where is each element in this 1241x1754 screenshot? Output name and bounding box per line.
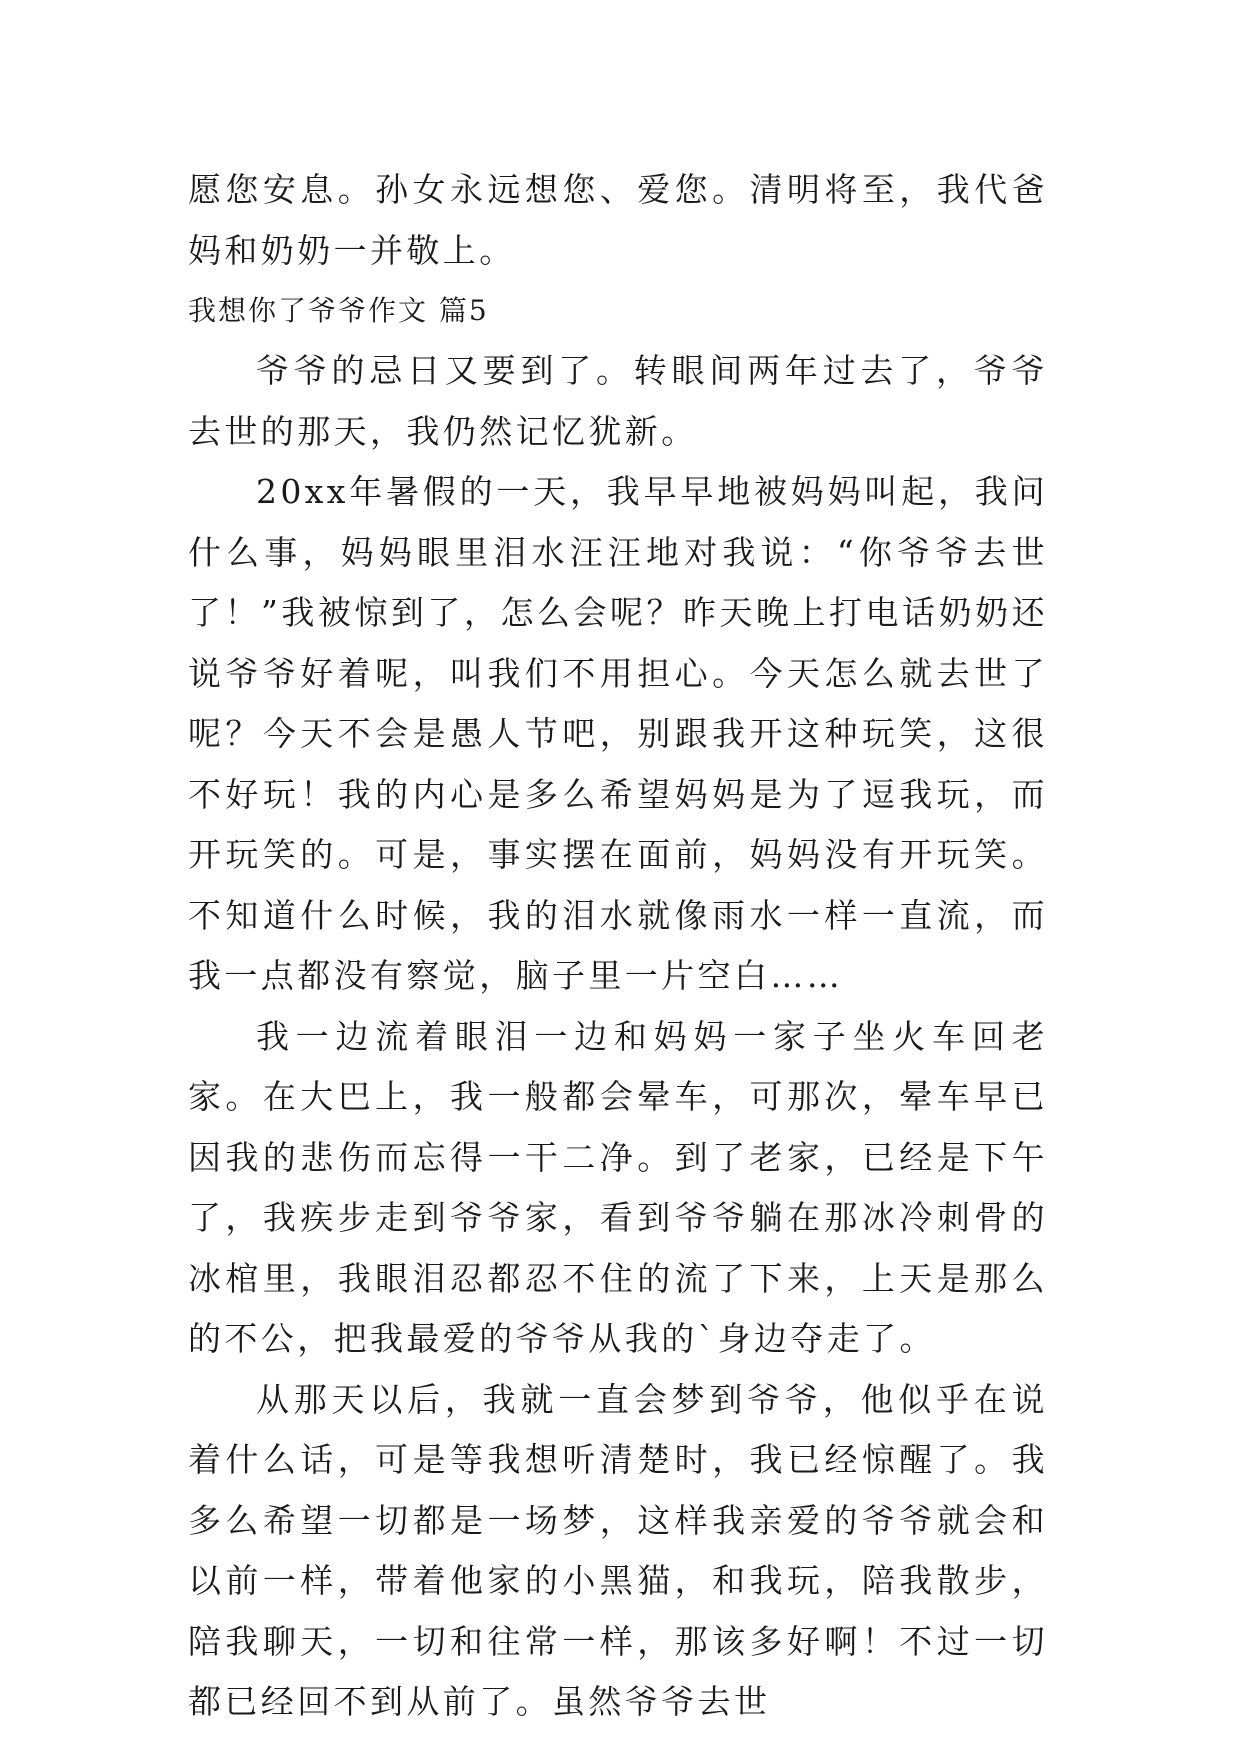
paragraph-summer-day: 20xx年暑假的一天，我早早地被妈妈叫起，我问什么事，妈妈眼里泪水汪汪地对我说：“你爷爷去世了！”我被惊到了，怎么会呢？昨天晚上打电话奶奶还说爷爷好着呢，叫我们不用担心。今天怎么就去世了呢？今天不会是愚人节吧，别跟我开这种玩笑，这很不好玩！我的内心是多么希望妈妈是为了逗我玩，而开玩笑的。可是，事实摆在面前，妈妈没有开玩笑。不知道什么时候，我的泪水就像雨水一样一直流，而我一点都没有察觉，脑子里一片空白…… — [188, 472, 1048, 995]
paragraph-anniversary: 爷爷的忌日又要到了。转眼间两年过去了，爷爷去世的那天，我仍然记忆犹新。 — [188, 351, 1048, 451]
paragraph-trip-home: 我一边流着眼泪一边和妈妈一家子坐火车回老家。在大巴上，我一般都会晕车，可那次，晕车早已因我的悲伤而忘得一干二净。到了老家，已经是下午了，我疾步走到爷爷家，看到爷爷躺在那冰冷刺骨的冰棺里，我眼泪忍都忍不住的流了下来，上天是那么的不公，把我最爱的爷爷从我的`身边夺走了。 — [188, 1016, 1048, 1358]
document-body — [188, 160, 1048, 1733]
paragraph-dreams: 从那天以后，我就一直会梦到爷爷，他似乎在说着什么话，可是等我想听清楚时，我已经惊醒了。我多么希望一切都是一场梦，这样我亲爱的爷爷就会和以前一样，带着他家的小黑猫，和我玩，陪我散步，陪我聊天，一切和往常一样，那该多好啊！不过一切都已经回不到从前了。虽然爷爷去世 — [188, 1379, 1048, 1721]
section-heading: 我想你了爷爷作文 篇5 — [188, 294, 489, 327]
paragraph-closing: 愿您安息。孙女永远想您、爱您。清明将至，我代爸妈和奶奶一并敬上。 — [188, 170, 1048, 270]
